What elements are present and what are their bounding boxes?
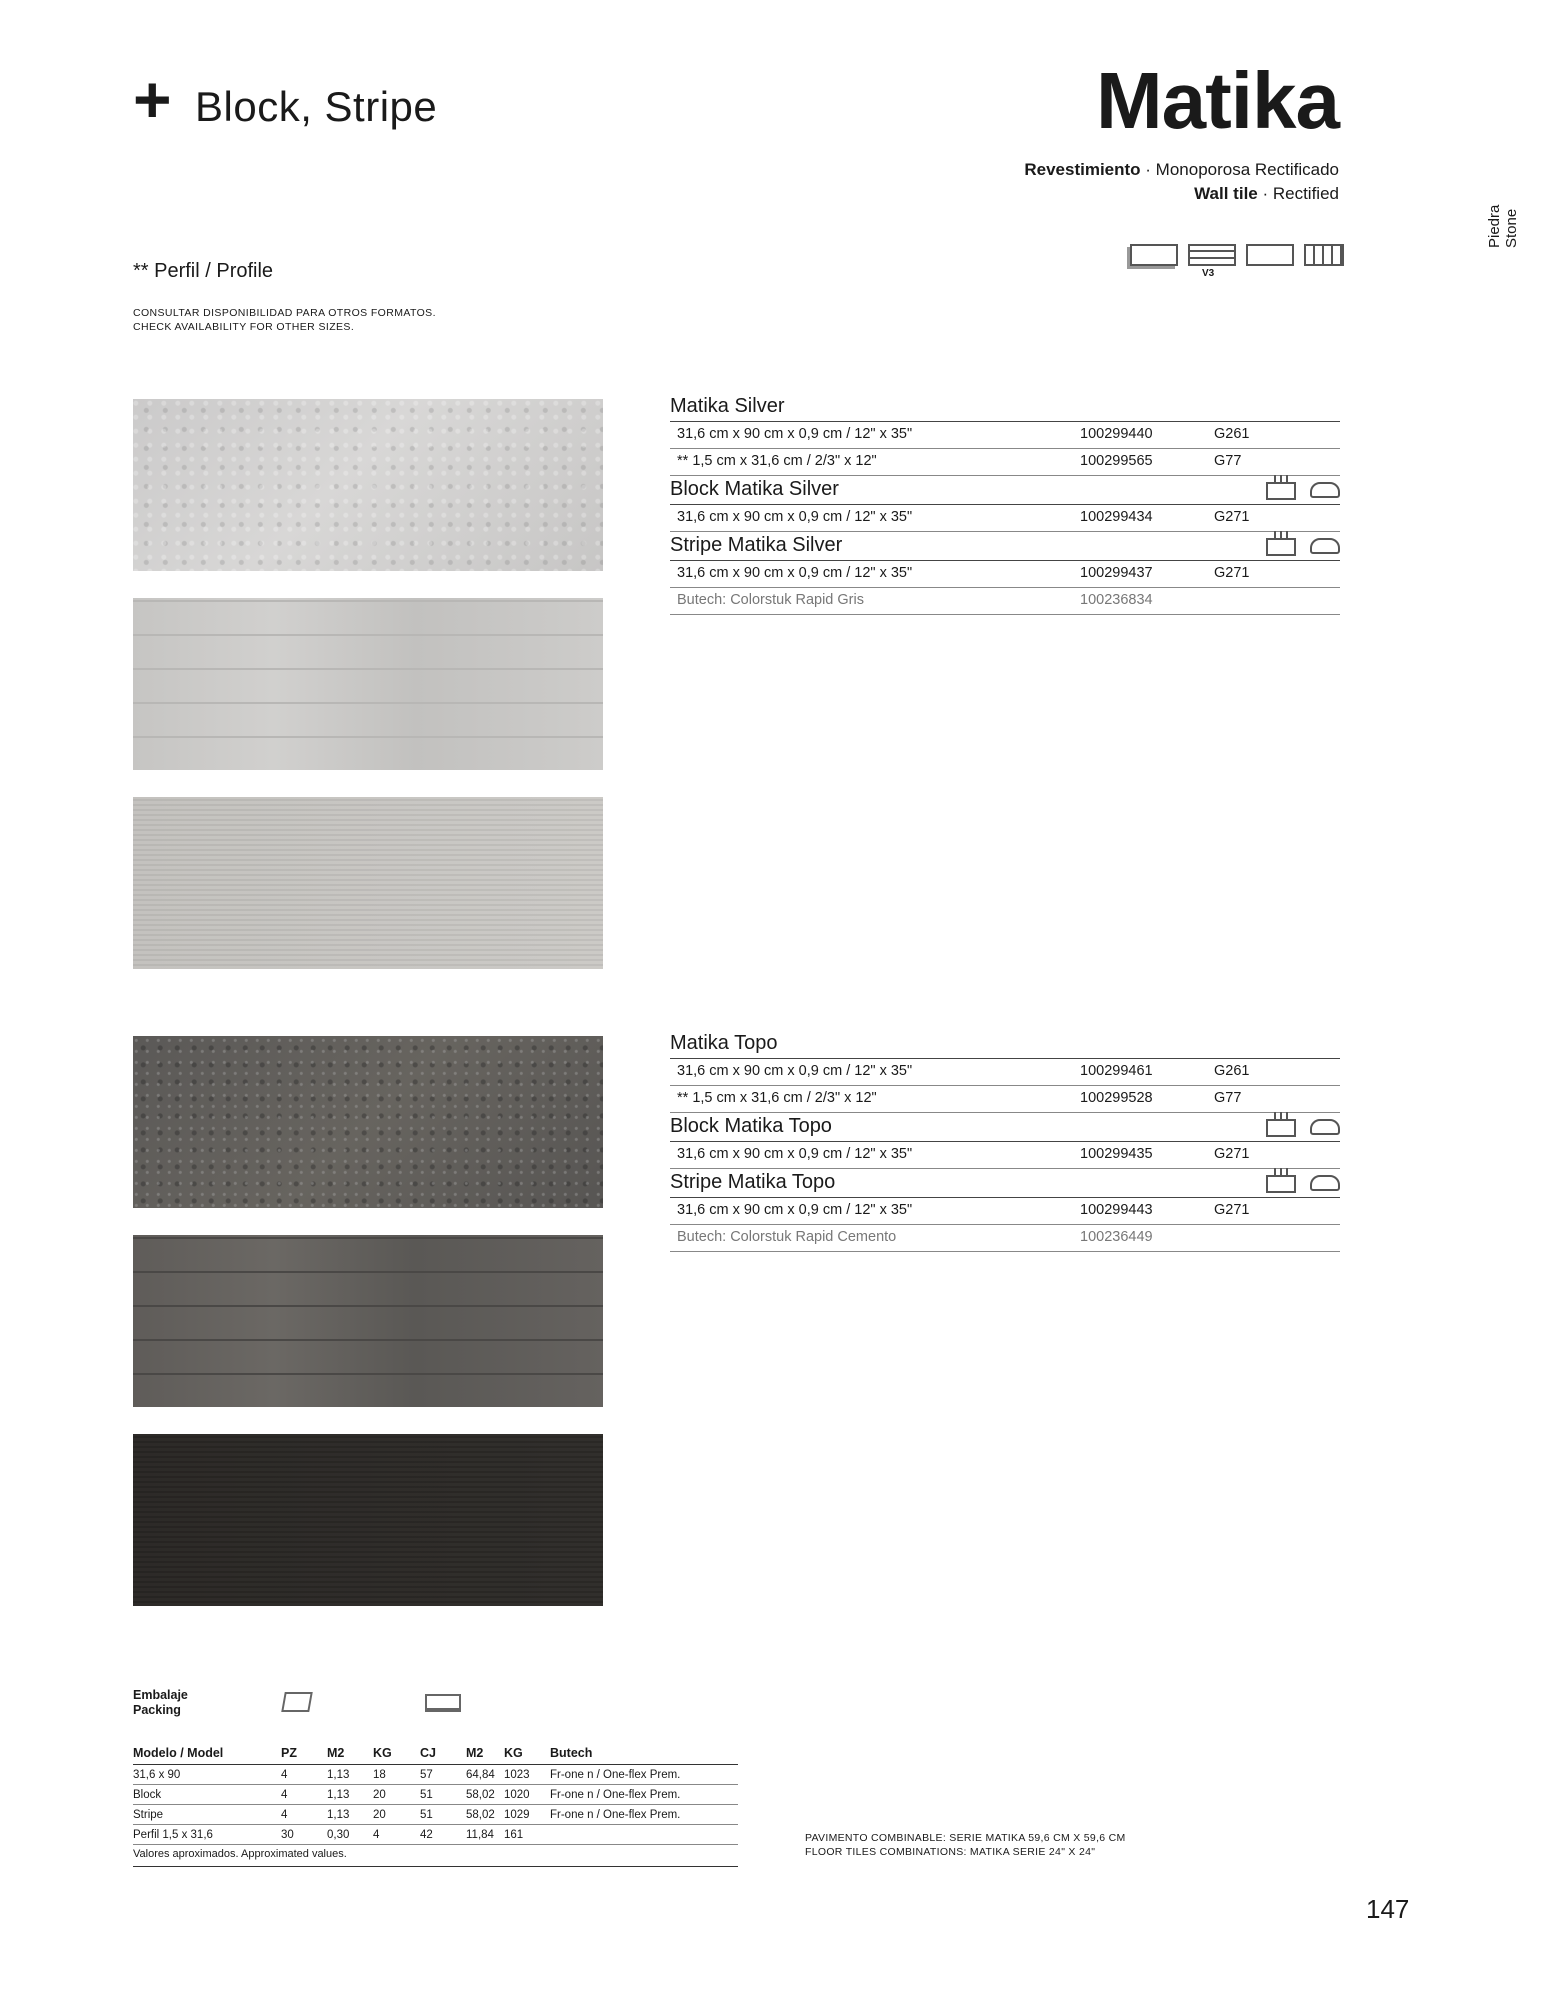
group-cell: G261 [1214,1063,1250,1079]
v3-label: V3 [1202,268,1215,279]
size-cell: ** 1,5 cm x 31,6 cm / 2/3" x 12" [677,1090,877,1106]
size-cell: 31,6 cm x 90 cm x 0,9 cm / 12" x 35" [677,509,913,525]
swatch-block-matika-topo [133,1235,603,1407]
table-cell: 18 [373,1765,420,1785]
bathroom-icon [1310,482,1340,498]
column-header: Butech [550,1740,738,1765]
product-table-silver [670,393,1340,615]
table-cell: 161 [504,1825,550,1845]
floor-combination-note [805,1831,1126,1859]
table-cell: 4 [281,1805,327,1825]
group-cell [1214,1225,1314,1251]
code-cell: 100299434 [1080,509,1153,525]
table-cell: 42 [420,1825,466,1845]
combo-note-en: FLOOR TILES COMBINATIONS: MATIKA SERIE 24" X 24" [805,1846,1096,1858]
desc-detail-es: · Monoporosa Rectificado [1140,160,1339,179]
product-description [1024,158,1339,206]
table-cell: 20 [373,1785,420,1805]
group-cell: G271 [1214,565,1250,581]
packing-label-es: Embalaje [133,1688,188,1702]
column-header: CJ [420,1740,466,1765]
table-row [133,1785,738,1805]
swatch-matika-topo [133,1036,603,1208]
table-cell: 31,6 x 90 [133,1765,281,1785]
column-header: KG [373,1740,420,1765]
table-cell: Stripe [133,1805,281,1825]
code-cell: 100236834 [1080,592,1153,608]
code-cell: 100299435 [1080,1146,1153,1162]
page-title: Matika [1096,56,1339,145]
product-title [670,1030,1340,1059]
kitchen-icon [1266,1119,1296,1137]
table-cell: 1,13 [327,1785,373,1805]
size-cell: 31,6 cm x 90 cm x 0,9 cm / 12" x 35" [677,1063,913,1079]
table-cell: 4 [373,1825,420,1845]
table-cell: 64,84 [466,1765,504,1785]
table-cell: 1029 [504,1805,550,1825]
code-cell: 100299565 [1080,453,1153,469]
column-header: KG [504,1740,550,1765]
packing-header [133,1688,738,1740]
kitchen-icon [1266,482,1296,500]
table-cell: 1020 [504,1785,550,1805]
box-icon [281,1692,313,1712]
table-cell: 1,13 [327,1805,373,1825]
table-cell: Block [133,1785,281,1805]
table-cell: 30 [281,1825,327,1845]
page-subtitle: Block, Stripe [195,83,438,130]
table-row [670,1225,1340,1252]
section-title-text: Block Matika Topo [670,1115,832,1137]
table-row [670,588,1340,615]
packing-label-en: Packing [133,1703,181,1717]
size-cell: 31,6 cm x 90 cm x 0,9 cm / 12" x 35" [677,1146,913,1162]
table-cell: 20 [373,1805,420,1825]
code-cell: 100299443 [1080,1202,1153,1218]
combo-note-es: PAVIMENTO COMBINABLE: SERIE MATIKA 59,6 CM X 59,6 CM [805,1832,1126,1844]
table-row [670,1086,1340,1113]
table-row [133,1825,738,1845]
variation-tile-icon [1188,244,1236,279]
table-row [133,1805,738,1825]
kitchen-icon [1266,538,1296,556]
desc-detail-en: · Rectified [1257,184,1339,203]
column-header: PZ [281,1740,327,1765]
table-row [670,1142,1340,1169]
room-icons [1266,1119,1340,1139]
table-cell: 1023 [504,1765,550,1785]
availability-note-en: CHECK AVAILABILITY FOR OTHER SIZES. [133,321,355,333]
table-cell: Fr-one n / One-flex Prem. [550,1765,738,1785]
butech-cell: Butech: Colorstuk Rapid Gris [677,592,864,608]
rectified-tile-icon [1130,244,1178,266]
slip-resistance-icon [1304,244,1344,266]
code-cell: 100299437 [1080,565,1153,581]
product-title-text: Matika Silver [670,395,785,417]
table-row [670,1059,1340,1086]
profile-note: ** Perfil / Profile [133,260,274,282]
bathroom-icon [1310,1175,1340,1191]
table-cell: Fr-one n / One-flex Prem. [550,1805,738,1825]
column-header: Modelo / Model [133,1740,281,1765]
butech-cell: Butech: Colorstuk Rapid Cemento [677,1229,897,1245]
section-title [670,1169,1340,1198]
room-icons [1266,1175,1340,1195]
group-cell: G261 [1214,426,1250,442]
code-cell: 100299440 [1080,426,1153,442]
packing-table [133,1688,738,1867]
table-cell: 1,13 [327,1765,373,1785]
desc-type-en: Wall tile [1194,184,1258,203]
code-cell: 100299461 [1080,1063,1153,1079]
category-label-en: Stone [1503,208,1520,248]
table-cell: 4 [281,1765,327,1785]
table-cell: 58,02 [466,1805,504,1825]
table-cell: 57 [420,1765,466,1785]
group-cell: G77 [1214,453,1242,469]
swatch-matika-silver [133,399,603,571]
room-icons [1266,482,1340,502]
bathroom-icon [1310,538,1340,554]
swatch-stripe-matika-silver [133,797,603,969]
table-row [670,449,1340,476]
table-row [133,1765,738,1785]
wall-tile-icon [1246,244,1294,266]
group-cell [1214,588,1314,614]
section-title-text: Stripe Matika Topo [670,1171,836,1193]
size-cell: 31,6 cm x 90 cm x 0,9 cm / 12" x 35" [677,426,913,442]
column-header: M2 [327,1740,373,1765]
format-icons [1130,244,1344,279]
group-cell: G271 [1214,1202,1250,1218]
packing-data-table [133,1740,738,1845]
group-cell: G271 [1214,1146,1250,1162]
size-cell: ** 1,5 cm x 31,6 cm / 2/3" x 12" [677,453,877,469]
table-cell: Perfil 1,5 x 31,6 [133,1825,281,1845]
category-side-label [1486,168,1520,248]
page-number: 147 [1366,1894,1410,1924]
code-cell: 100236449 [1080,1229,1153,1245]
swatch-stripe-matika-topo [133,1434,603,1606]
bathroom-icon [1310,1119,1340,1135]
table-row [670,422,1340,449]
table-cell: Fr-one n / One-flex Prem. [550,1785,738,1805]
section-title-text: Stripe Matika Silver [670,534,843,556]
table-cell: 51 [420,1805,466,1825]
code-cell: 100299528 [1080,1090,1153,1106]
column-header: M2 [466,1740,504,1765]
table-cell: 11,84 [466,1825,504,1845]
size-cell: 31,6 cm x 90 cm x 0,9 cm / 12" x 35" [677,565,913,581]
table-cell: 0,30 [327,1825,373,1845]
table-cell: 58,02 [466,1785,504,1805]
table-cell: 51 [420,1785,466,1805]
product-table-topo [670,1030,1340,1252]
table-row [670,1198,1340,1225]
group-cell: G77 [1214,1090,1242,1106]
section-title [670,1113,1340,1142]
group-cell: G271 [1214,509,1250,525]
table-cell: 4 [281,1785,327,1805]
table-cell [550,1825,738,1845]
section-title-text: Block Matika Silver [670,478,839,500]
swatch-block-matika-silver [133,598,603,770]
table-row [670,561,1340,588]
section-title [670,476,1340,505]
availability-note-es: CONSULTAR DISPONIBILIDAD PARA OTROS FORMATOS. [133,307,436,319]
availability-note [133,306,436,334]
table-row [670,505,1340,532]
desc-type-es: Revestimiento [1024,160,1141,179]
size-cell: 31,6 cm x 90 cm x 0,9 cm / 12" x 35" [677,1202,913,1218]
kitchen-icon [1266,1175,1296,1193]
product-title [670,393,1340,422]
product-title-text: Matika Topo [670,1032,778,1054]
packing-footnote: Valores aproximados. Approximated values. [133,1845,738,1867]
pallet-icon [425,1694,461,1712]
section-title [670,532,1340,561]
plus-icon: + [133,62,172,136]
room-icons [1266,538,1340,558]
category-label-es: Piedra [1486,204,1503,248]
